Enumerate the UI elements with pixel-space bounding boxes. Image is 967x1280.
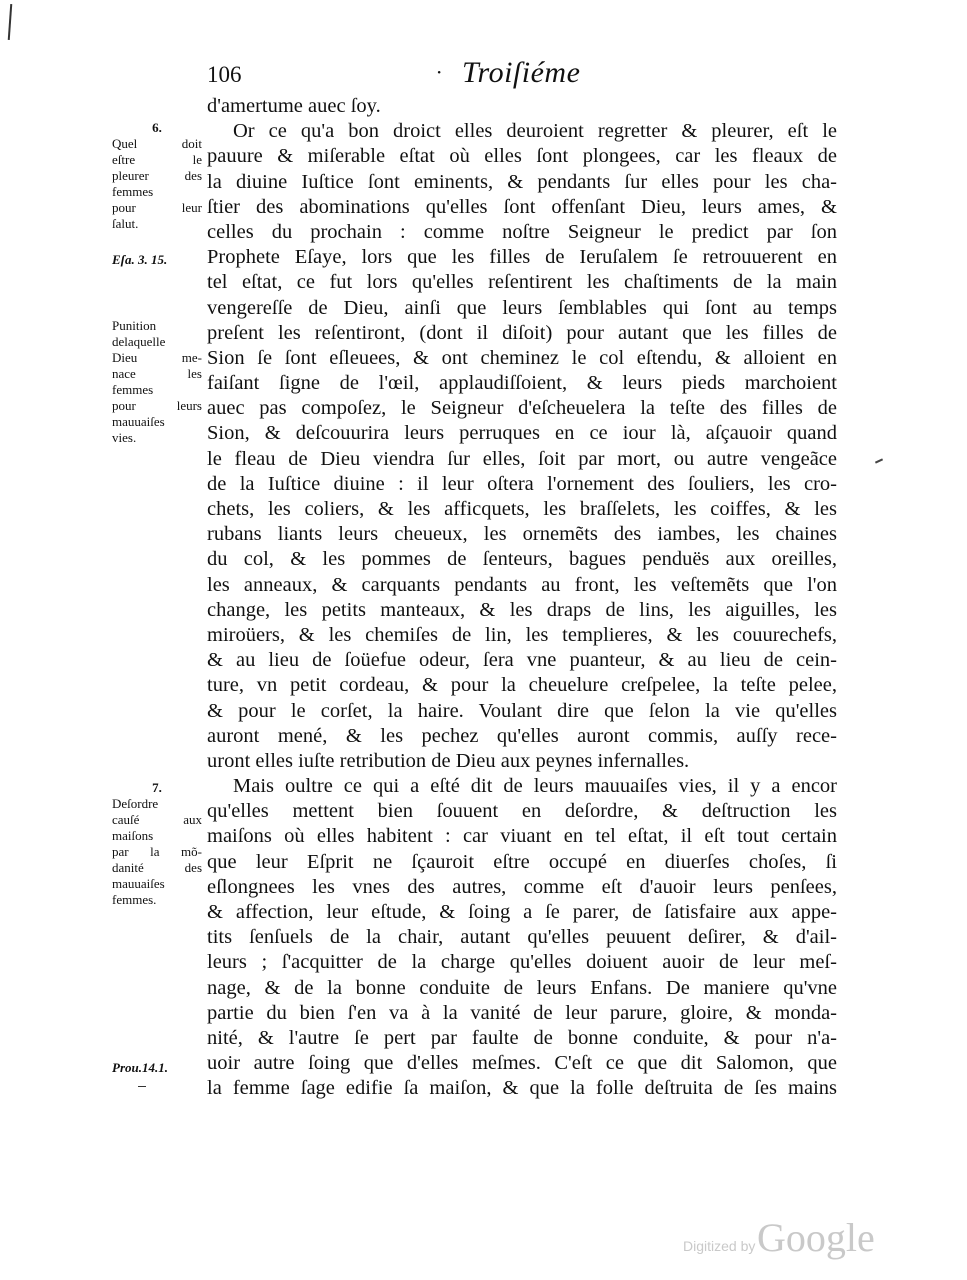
text-line: la diuine Iuſtice ſont eminents, & pendants ſur elles pour les cha- (207, 170, 837, 193)
text-line: la femme ſage edifie ſa maiſon, & que la folle deſtruita de ſes mains (207, 1077, 837, 1100)
text-line: & pour le corſet, la haire. Voulant dire que ſelon la vie qu'elles (207, 699, 837, 722)
margin-note-line: eſtre le (112, 152, 202, 167)
margin-note-line: pour leurs (112, 398, 202, 413)
margin-note-line: Quel doit (112, 136, 202, 151)
text-line: uront elles iuſte retribution de Dieu aux peynes infernalles. (207, 749, 690, 772)
margin-note-line: femmes. (112, 892, 157, 907)
page-header (0, 56, 967, 96)
margin-note-line: Punition (112, 318, 157, 333)
margin-note-line: maiſons (112, 828, 154, 843)
margin-note-line: mauuaiſes (112, 414, 165, 429)
margin-note-line: Deſordre (112, 796, 159, 811)
margin-note-line: nace les (112, 366, 202, 381)
text-line: Prophete Eſaye, lors que les filles de Ieruſalem ſe retrouuerent en (207, 246, 837, 269)
text-line: ſtier des abominations qu'elles ſont offenſant Dieu, leurs ames, & (207, 195, 837, 218)
margin-note-line: mauuaiſes (112, 876, 165, 891)
text-line: Mais oultre ce qui a eſté dit de leurs mauuaiſes vies, il y a encor (233, 775, 837, 798)
page-number: 106 (207, 62, 242, 87)
margin-note-line: cauſé aux (112, 812, 202, 827)
margin-reference-proverbs: Prou.14.1. (112, 1060, 168, 1075)
text-line: que leur Eſprit ne ſçauroit eſtre occupé en diuerſes choſes, ſi (207, 850, 837, 873)
margin-note (112, 120, 202, 232)
body-text (207, 94, 837, 1102)
google-logo: Google (757, 1215, 875, 1260)
text-line: uoir autre ſoing que d'elles meſmes. C'eſt ce que dit Salomon, que (207, 1052, 837, 1075)
text-line: auec pas compoſez, le Seigneur d'eſcheuelera la teſte des filles de (207, 397, 837, 420)
text-line: celles du prochain : comme noſtre Seigneur le predict par ſon (207, 220, 837, 243)
text-line: du col, & les pommes de ſenteurs, bagues penduës aux oreilles, (207, 548, 837, 571)
text-line: auront mené, & les pechez qu'elles auront commis, auſſy rece- (207, 724, 837, 747)
margin-note-line: ſalut. (112, 216, 139, 231)
margin-note-line: vies. (112, 430, 137, 445)
margin-note-number: 6. (152, 120, 162, 135)
margin-note-line: pleurer des (112, 168, 202, 183)
margin-note-line: femmes (112, 184, 154, 199)
text-line: les anneaux, & carquants pendants au front, les veſtemẽts que l'on (207, 573, 837, 596)
text-line: rubans liants leurs cheueux, les ornemẽts des iambes, les chaines (207, 523, 837, 546)
text-line: qu'elles mettent bien ſouuent en deſordre, & deſtruction les (207, 800, 837, 823)
margin-note (112, 318, 202, 446)
margin-note-line: delaquelle (112, 334, 166, 349)
margin-note-line: danité des (112, 860, 202, 875)
digitized-by-label: Digitized by (683, 1238, 756, 1254)
margin-tick-mark (138, 1086, 146, 1087)
text-line: chets, les coliers, & les afficquets, les braſſelets, les coiffes, & les (207, 498, 837, 520)
margin-note-line: pour leur (112, 200, 202, 215)
margin-reference-isaiah: Eſa. 3. 15. (112, 252, 168, 267)
margin-pen-mark (875, 458, 883, 463)
text-line: de la Iuſtice diuine : il leur oſtera l'ornement des ſouliers, les cro- (207, 472, 837, 495)
page-edge-mark (8, 4, 13, 40)
text-line: change, les petits manteaux, & les draps de lins, les aiguilles, les (207, 598, 837, 621)
running-title: Troiſiéme (462, 56, 581, 89)
margin-note-line: Dieu me- (112, 350, 202, 365)
text-line: maiſons où elles habitent : car viuant en tel eſtat, il eſt tout certain (207, 825, 837, 848)
margin-note-line: par la mõ- (112, 844, 202, 859)
text-line: tel eſtat, ce fut lors qu'elles reſentirent les chaſtiments de la main (207, 271, 837, 294)
text-line: nage, & de la bonne conduite de leurs Enfans. De maniere qu'vne (207, 976, 837, 999)
margin-note-line: femmes (112, 382, 154, 397)
text-line: preſent les reſentiront, (dont il diſoit) pour autant que les filles de (207, 321, 837, 344)
text-line: tits ſenſuels de la chair, autant qu'elles peuuent deſirer, & d'ail- (207, 926, 837, 949)
text-line: le fleau de Dieu viendra ſur elles, ſoit par mort, ou autre vengeãce (207, 447, 837, 470)
text-line: pauure & miſerable eſtat où elles ſont plongees, car les fleaux de (207, 145, 837, 168)
text-line: & au lieu de ſoüefue odeur, ſera vne puanteur, & au lieu de cein- (207, 649, 837, 672)
text-line: vengereſſe de Dieu, ainſi que leurs ſemblables qui ſont au temps (207, 296, 837, 319)
margin-note (112, 780, 202, 908)
text-line: & affection, leur eſtude, & ſoing a ſe parer, de ſatisfaire aux appe- (207, 901, 837, 923)
text-line: Or ce qu'a bon droict elles deuroient regretter & pleurer, eſt le (233, 120, 837, 143)
text-line: ture, vn petit cordeau, & pour la cheuelure creſpelee, la teſte pelee, (207, 674, 837, 697)
text-line: leurs ; ſ'acquitter de la charge qu'elles doiuent auoir de leur meſ- (207, 951, 837, 974)
margin-note-number: 7. (152, 780, 162, 795)
text-line: partie du bien ſ'en va à la vanité de leur parure, gloire, & monda- (207, 1001, 837, 1024)
text-line: miroüers, & les chemiſes de lin, les templieres, & les couurechefs, (207, 623, 837, 646)
header-separator: · (436, 60, 443, 84)
text-line: d'amertume auec ſoy. (207, 95, 381, 117)
text-line: eſlongnees les vnes des autres, comme eſt d'auoir leurs penſees, (207, 875, 837, 898)
text-line: nité, & l'autre ſe pert par faulte de bonne conduite, & pour n'a- (207, 1026, 837, 1049)
text-line: Sion ſe ſont eſleuees, & ont cheminez le col eſtendu, & alloient en (207, 346, 837, 369)
text-line: faiſant ſigne de l'œil, applaudiſſoient, & leurs pieds marchoient (207, 372, 837, 395)
text-line: Sion, & deſcouurira leurs perruques en ce iour là, aſçauoir quand (207, 422, 837, 445)
